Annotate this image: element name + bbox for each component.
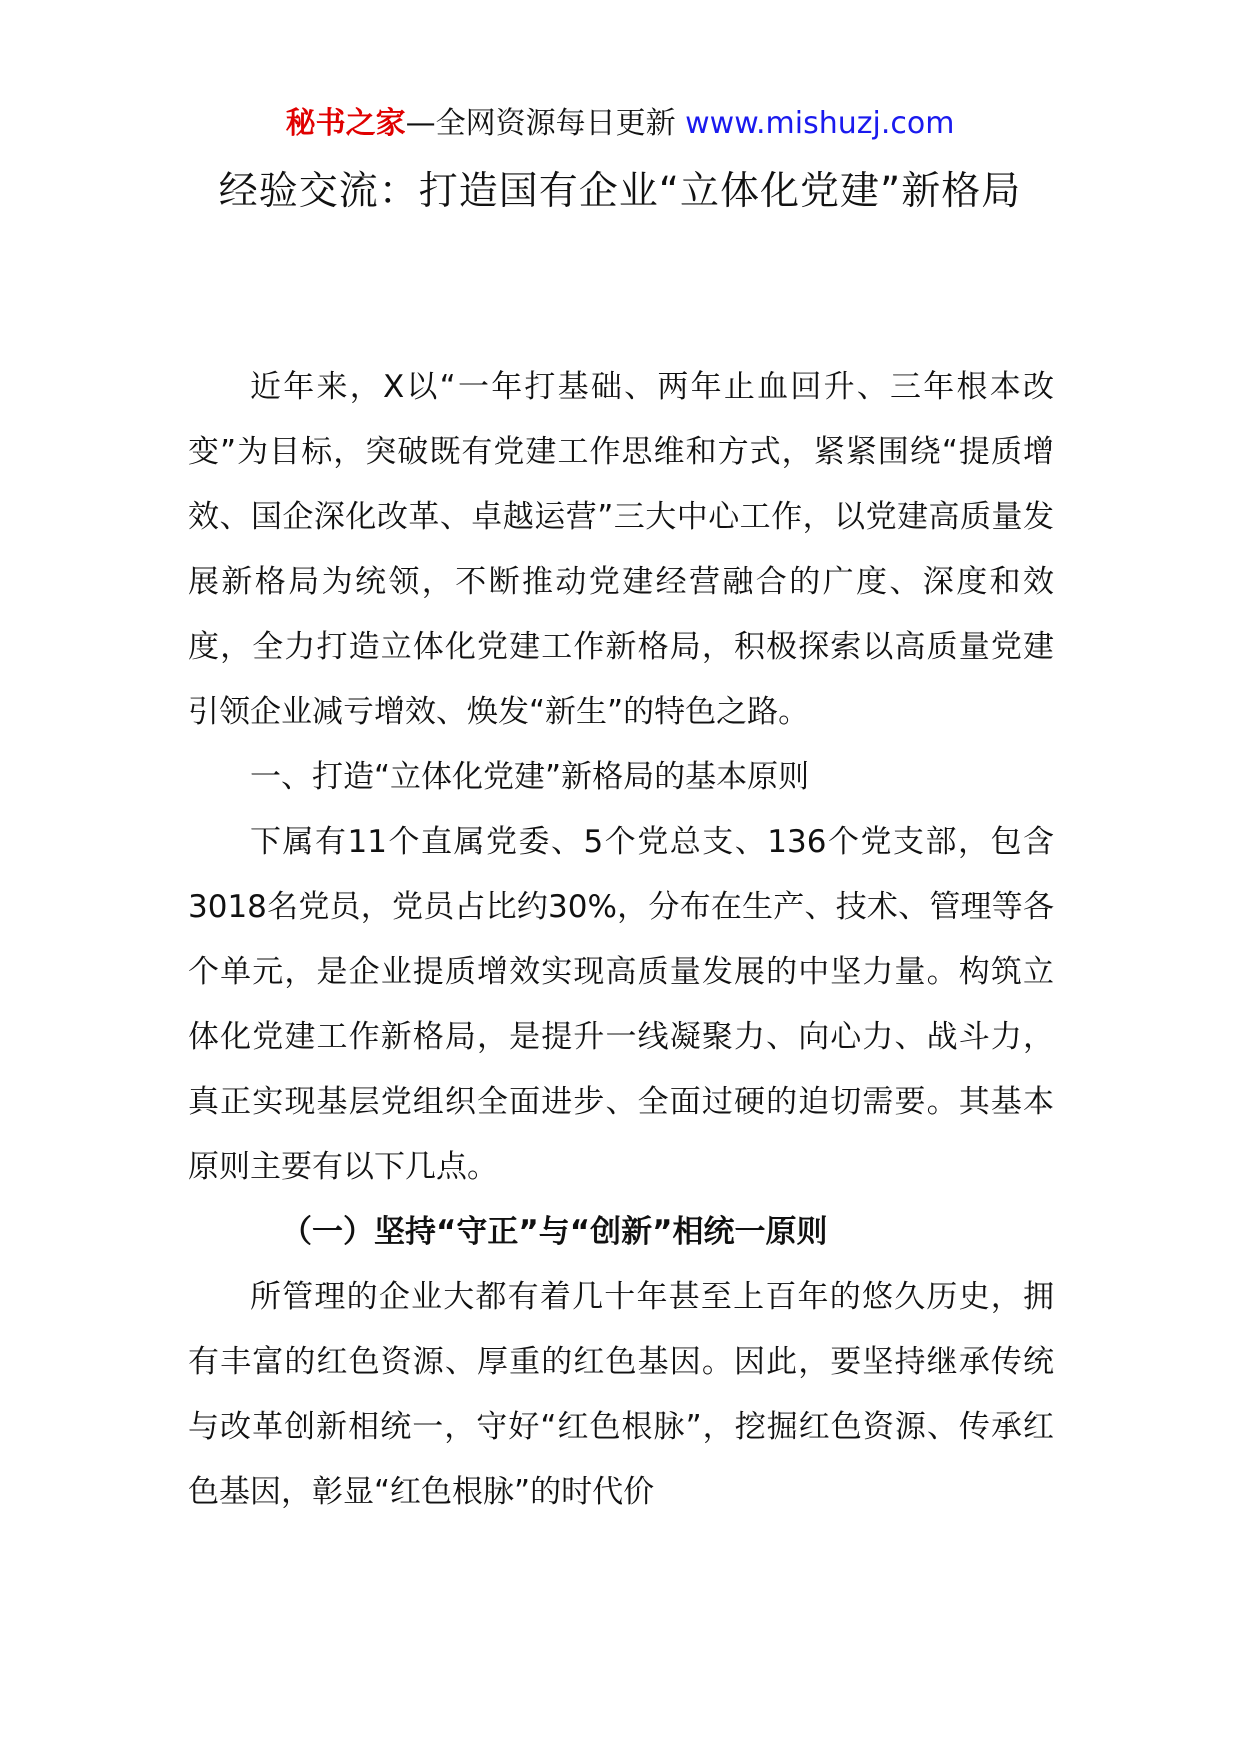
site-brand: 秘书之家: [285, 106, 406, 141]
intro-paragraph: 近年来，X以“一年打基础、两年止血回升、三年根本改变”为目标，突破既有党建工作思维和方式，紧紧围绕“提质增效、国企深化改革、卓越运营”三大中心工作，以党建高质量发展新格局为统领，不断推动党建经营融合的广度、深度和效度，全力打造立体化党建工作新格局，积极探索以高质量党建引领企业减亏增效、焕发“新生”的特色之路。: [188, 369, 1054, 730]
subsection-1-paragraph: 所管理的企业大都有着几十年甚至上百年的悠久历史，拥有丰富的红色资源、厚重的红色基因。因此，要坚持继承传统与改革创新相统一，守好“红色根脉”，挖掘红色资源、传承红色基因，彰显“红色根脉”的时代价: [188, 1279, 1054, 1510]
site-url-link[interactable]: www.mishuzj.com: [685, 106, 955, 141]
site-header: [0, 100, 1240, 148]
site-slogan: —全网资源每日更新: [405, 106, 686, 141]
section-1-paragraph: 下属有11个直属党委、5个党总支、136个党支部，包含3018名党员，党员占比约30%，分布在生产、技术、管理等各个单元，是企业提质增效实现高质量发展的中坚力量。构筑立体化党建工作新格局，是提升一线凝聚力、向心力、战斗力，真正实现基层党组织全面进步、全面过硬的迫切需要。其基本原则主要有以下几点。: [188, 824, 1054, 1185]
section-heading-1: 一、打造“立体化党建”新格局的基本原则: [250, 759, 810, 795]
document-title: 经验交流：打造国有企业“立体化党建”新格局: [218, 169, 1022, 214]
subsection-heading-1: （一）坚持“守正”与“创新”相统一原则: [281, 1214, 828, 1250]
document-body: [188, 355, 1054, 1525]
